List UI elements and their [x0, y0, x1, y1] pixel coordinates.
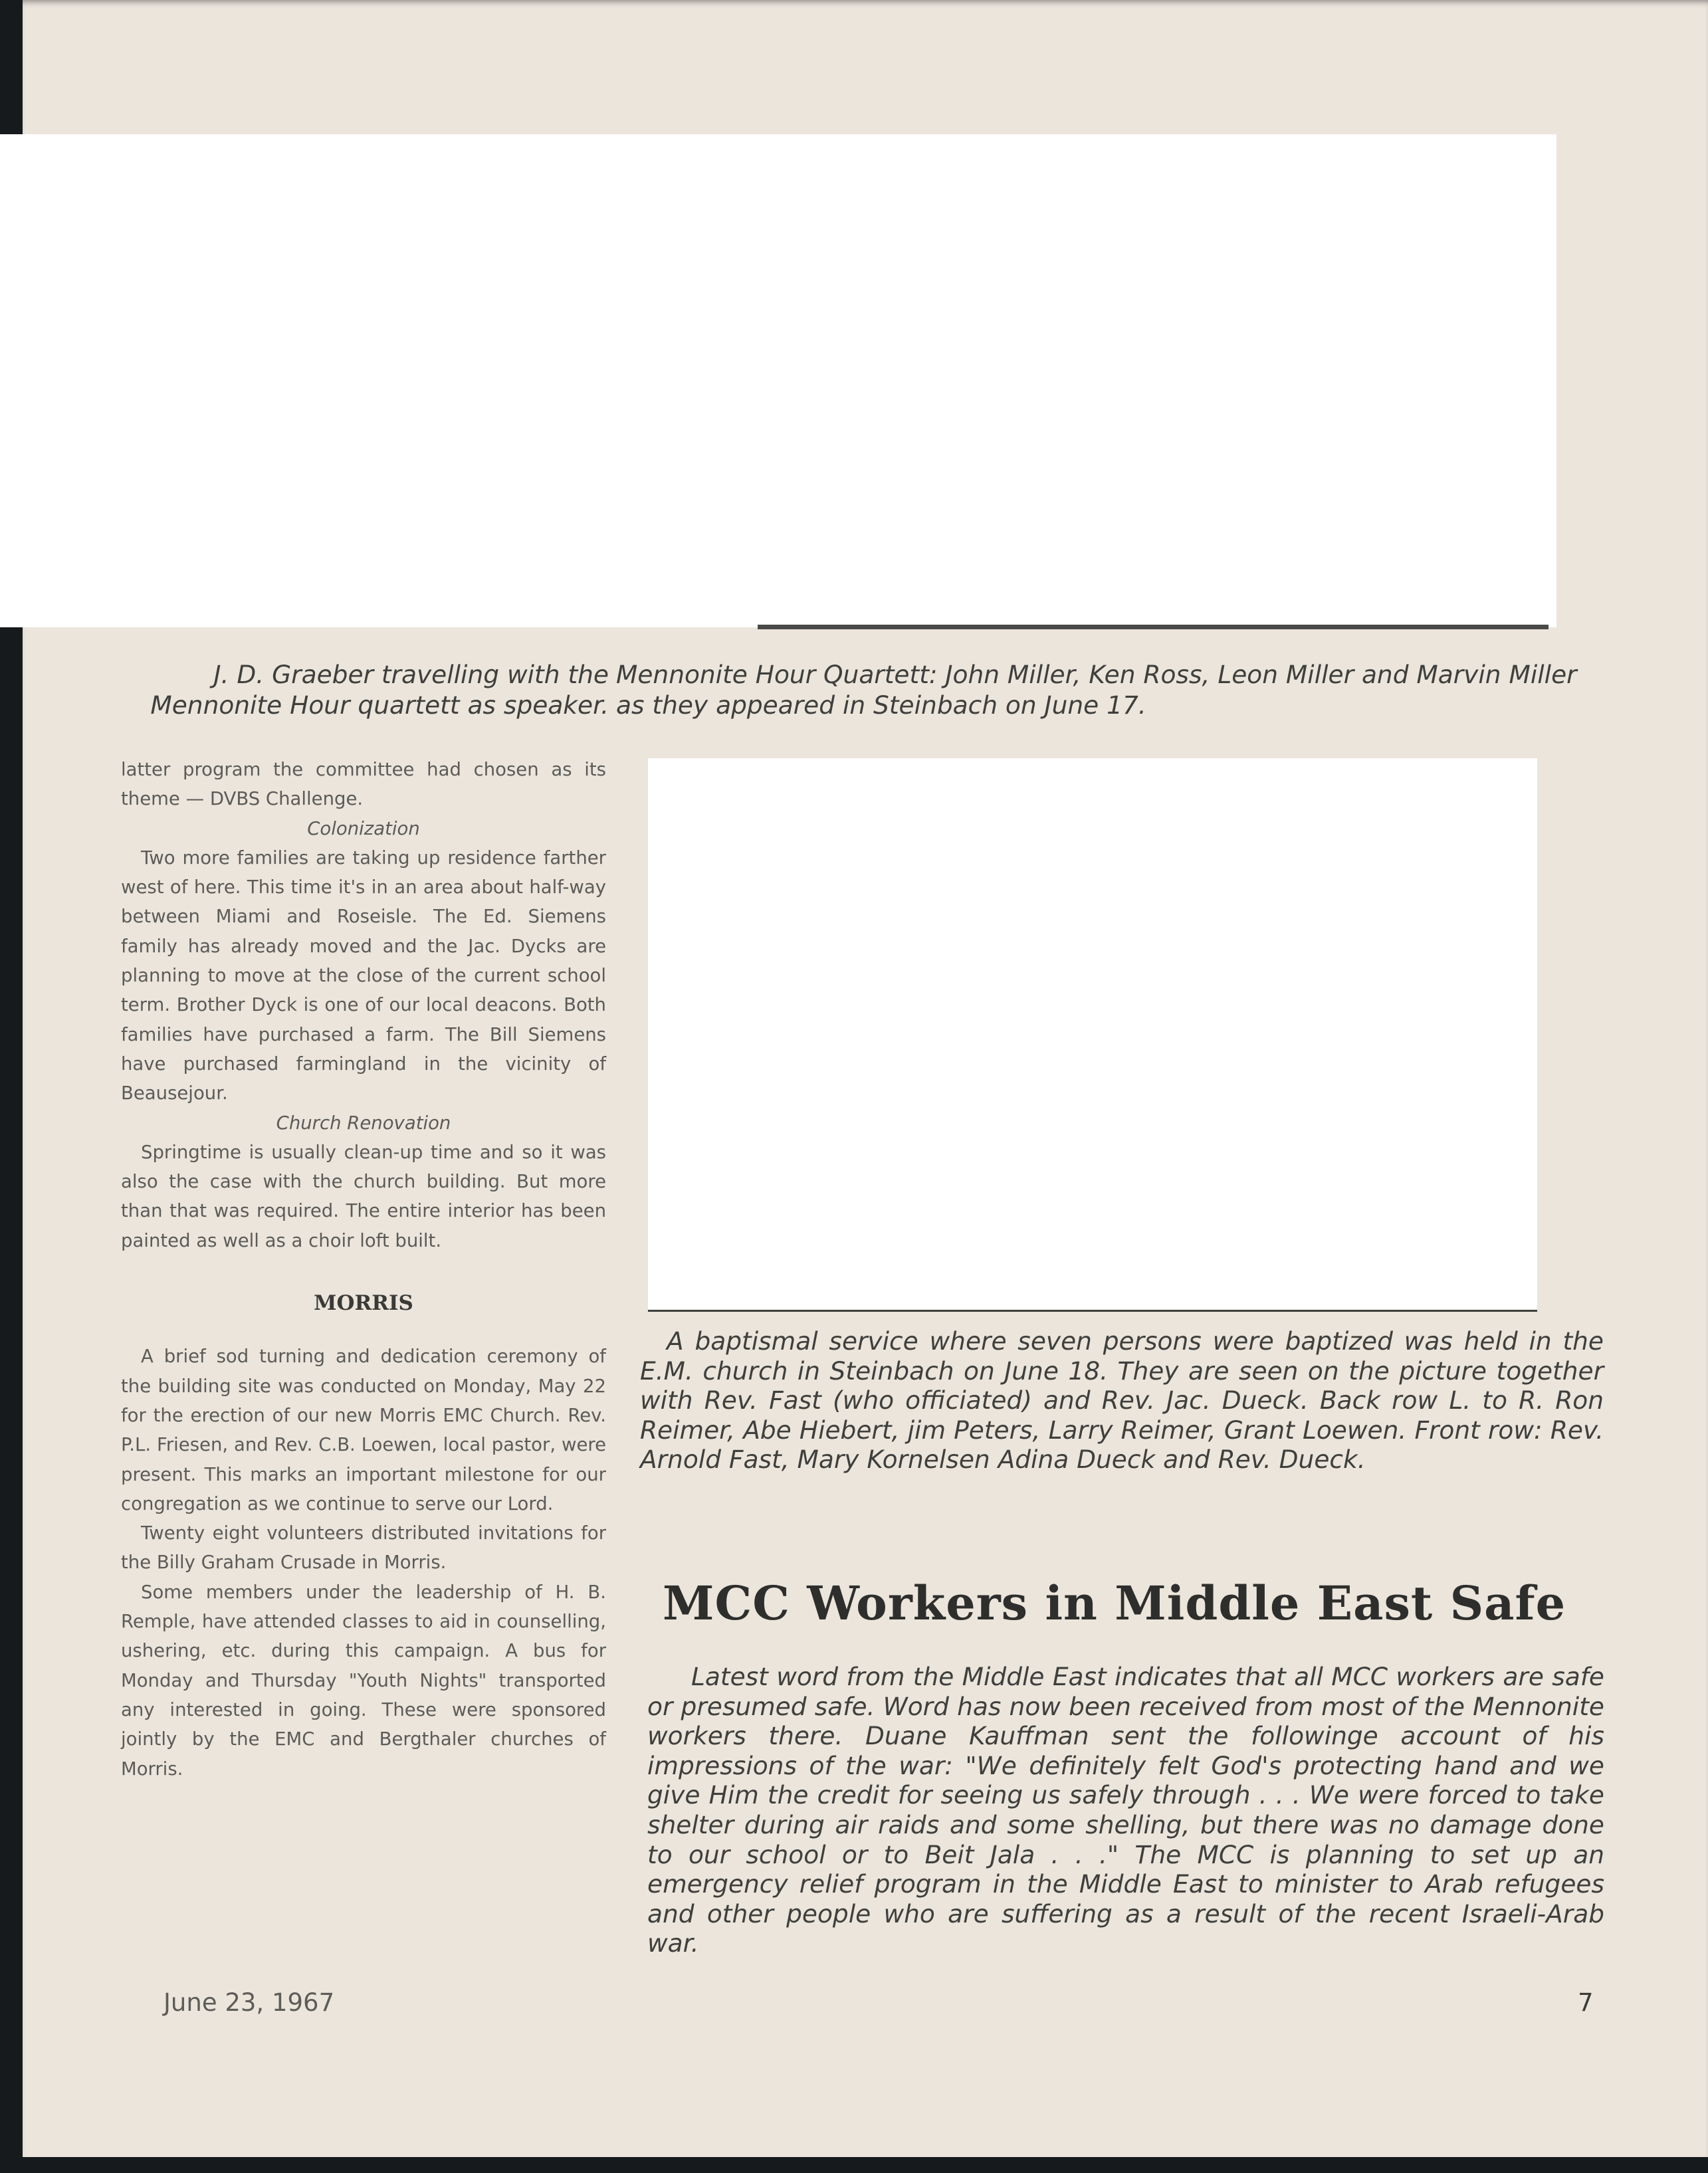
renovation-paragraph: Springtime is usually clean-up time and so it was also the case with the church building. But more than that was required. The entire interior has been painted as well as a choir loft built. — [121, 1141, 606, 1251]
intro-paragraph: latter program the committee had chosen as its theme — DVBS Challenge. — [121, 759, 606, 810]
page-number: 7 — [1578, 1988, 1594, 2017]
photo-bottom-edge — [758, 625, 1548, 629]
article-headline: MCC Workers in Middle East Safe — [663, 1576, 1566, 1631]
baptism-photo-caption: A baptismal service where seven persons were baptized was held in the E.M. church in Steinbach on June 18. They are seen on the picture together with Rev. Fast (who officiated) and Rev. Jac. Dueck. Back row L. to R. Ron Reimer, Abe Hiebert, jim Peters, Larry Reimer, Grant Loewen. Front row: Rev. Arnold Fast, Mary Kornelsen Adina Dueck and Rev. Dueck. — [640, 1326, 1604, 1474]
baptism-photo-placeholder — [648, 758, 1537, 1312]
colonization-heading: Colonization — [307, 817, 420, 839]
footer-date: June 23, 1967 — [163, 1988, 335, 2017]
morris-heading: MORRIS — [314, 1291, 413, 1316]
top-photo-placeholder — [0, 134, 1556, 627]
colonization-paragraph: Two more families are taking up residence farther west of here. This time it's in an area about half-way between Miami and Roseisle. The Ed. Siemens family has already moved and the Jac. Dycks are planning to move at the close of the current school term. Brother Dyck is one of our local deacons. Both families have purchased a farm. The Bill Siemens have purchased farmingland in the vicinity of Beausejour. — [121, 847, 606, 1104]
article-body-block — [647, 1662, 1604, 1958]
left-photo-caption: J. D. Graeber travelling with the Mennonite Hour quartett as speaker. — [150, 660, 609, 720]
morris-paragraph-1: A brief sod turning and dedication ceremony of the building site was conducted on Monday, May 22 for the erection of our new Morris EMC Church. Rev. P.L. Friesen, and Rev. C.B. Loewen, local pastor, were present. This marks an important milestone for our congregation as we continue to serve our Lord. — [121, 1346, 606, 1514]
morris-paragraph-3: Some members under the leadership of H. B. Remple, have attended classes to aid in counselling, ushering, etc. during this campaign. A bus for Monday and Thursday "Youth Nights" transported any interested in going. These were sponsored jointly by the EMC and Bergthaler churches of Morris. — [121, 1581, 606, 1780]
baptism-caption-block — [640, 1326, 1604, 1475]
renovation-heading: Church Renovation — [276, 1112, 451, 1134]
quartett-photo-caption: Mennonite Hour Quartett: John Miller, Ken Ross, Leon Miller and Marvin Miller as they appeared in Steinbach on June 17. — [616, 660, 1577, 720]
morris-paragraph-2: Twenty eight volunteers distributed invitations for the Billy Graham Crusade in Morris. — [121, 1522, 606, 1574]
article-body: Latest word from the Middle East indicates that all MCC workers are safe or presumed safe. Word has now been received from most of the Mennonite workers there. Duane Kauffman sent the followinge account of his impressions of the war: "We definitely felt God's protecting hand and we give Him the credit for seeing us safely through . . . We were forced to take shelter during air raids and some shelling, but there was no damage done to our school or to Beit Jala . . ." The MCC is planning to set up an emergency relief program in the Middle East to minister to Arab refugees and other people who are suffering as a result of the recent Israeli-Arab war. — [647, 1662, 1604, 1958]
left-column — [121, 755, 606, 1784]
magazine-page — [23, 0, 1708, 2157]
